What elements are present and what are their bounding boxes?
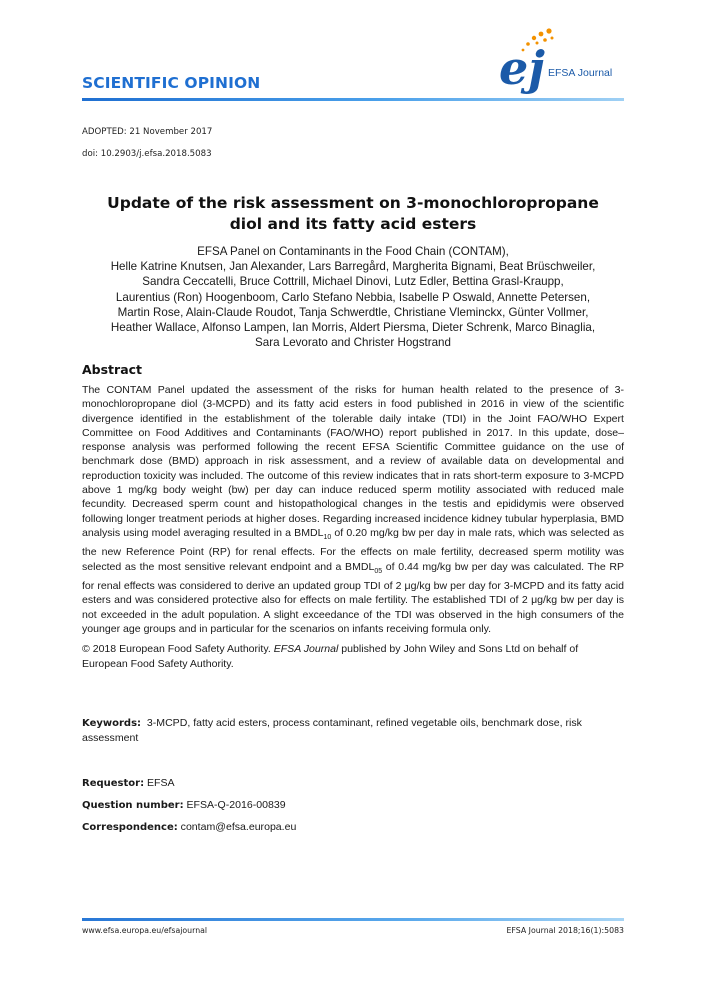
svg-text:ej: ej: [499, 41, 545, 95]
footer-divider: [82, 918, 624, 921]
header-divider: [82, 98, 624, 101]
correspondence-label: Correspondence:: [82, 822, 178, 833]
efsa-journal-logo-icon: [497, 28, 627, 96]
journal-logo-text: EFSA Journal: [548, 67, 613, 79]
author-line: Martin Rose, Alain-Claude Roudot, Tanja Schwerdtle, Christiane Vleminckx, Günter Vollmer,: [117, 305, 589, 319]
doi[interactable]: doi: 10.2903/j.efsa.2018.5083: [82, 149, 212, 159]
requestor: [82, 776, 624, 791]
author-line: Sandra Ceccatelli, Bruce Cottrill, Michael Dinovi, Lutz Edler, Bettina Grasl-Kraupp,: [142, 275, 564, 289]
author-line: Laurentius (Ron) Hoogenboom, Carlo Stefano Nebbia, Isabelle P Oswald, Annette Petersen,: [115, 290, 591, 304]
section-label: SCIENTIFIC OPINION: [82, 74, 261, 92]
efsa-journal-logo: [497, 28, 627, 96]
requestor-value: EFSA: [147, 777, 175, 789]
article-title: [82, 193, 624, 235]
author-line: EFSA Panel on Contaminants in the Food Chain (CONTAM),: [197, 245, 509, 258]
correspondence-email[interactable]: contam@efsa.europa.eu: [180, 821, 297, 833]
keywords-value: 3-MCPD, fatty acid esters, process contaminant, refined vegetable oils, benchmark dose, risk assessment: [82, 717, 582, 745]
requestor-label: Requestor:: [82, 778, 145, 789]
keywords-label: Keywords:: [82, 718, 142, 729]
copyright-notice: © 2018 European Food Safety Authority. EFSA Journal published by John Wiley and Sons Ltd on behalf of European Food Safety Authority.: [82, 643, 579, 670]
adopted-date: ADOPTED: 21 November 2017: [82, 127, 213, 137]
title-line-1: Update of the risk assessment on 3-monochloropropane: [107, 194, 599, 212]
abstract-heading: Abstract: [82, 362, 143, 377]
keywords: [82, 716, 624, 746]
author-line: Helle Katrine Knutsen, Jan Alexander, Lars Barregård, Margherita Bignami, Beat Brüschweiler,: [110, 260, 596, 274]
question-number: [82, 798, 624, 813]
author-line: Sara Levorato and Christer Hogstrand: [255, 336, 451, 350]
abstract-body: [82, 383, 624, 671]
footer-website-link[interactable]: www.efsa.europa.eu/efsajournal: [82, 926, 208, 935]
abstract-text: The CONTAM Panel updated the assessment of the risks for human health related to the presence of 3-monochloropropane diol (3-MCPD) and its fatty acid esters in food published in 2016 in view of the scientific divergence identified in the establishment of the tolerable daily intake (TDI) in the Joint FAO/WHO Expert Committee on Food Additives and Contaminants (FAO/WHO) report published in 2017. In this update, dose–response analysis was performed following the recent EFSA Scientific Committee guidance on the use of benchmark dose (BMD) approach in risk assessment, and a review of available data on developmental and reproduction toxicity was included. The outcome of this review indicates that in rats short-term exposure to 3-MCPD above 1 mg/kg body weight (bw) per day can induce reduced sperm motility associated with reduced male fecundity. Decreased sperm count and histopathological changes in the testis and epididymis were observed following longer treatment periods at higher doses. Regarding increased incidence kidney tubular hyperplasia, BMD analysis using model averaging resulted in a $BMDL_{10}$ of 0.20 mg/kg bw per day in male rats, which was selected as the new Reference Point (RP) for renal effects. For the effects on male fertility, decreased sperm motility was selected as the most sensitive relevant endpoint and a $BMDL_{05}$ of 0.44 mg/kg bw per day was calculated. The RP for renal effects was considered to derive an updated group TDI of 2 μg/kg bw per day for 3-MCPD and its fatty acid esters and was considered protective also for effects on male fertility. The established TDI of 2 μg/kg bw per day is not exceeded in the adult population. A slight exceedance of the TDI was observed in the high consumers of the younger age groups and in particular for the scenarios on infants receiving formula only.: [82, 384, 624, 635]
author-line: Heather Wallace, Alfonso Lampen, Ian Morris, Aldert Piersma, Dieter Schrenk, Marco Binaglia,: [110, 321, 596, 335]
correspondence: [82, 820, 624, 835]
question-number-value: EFSA-Q-2016-00839: [186, 799, 286, 811]
author-list: [82, 244, 624, 350]
footer-citation: EFSA Journal 2018;16(1):5083: [506, 926, 624, 935]
title-line-2: diol and its fatty acid esters: [229, 215, 477, 233]
question-number-label: Question number:: [82, 800, 184, 811]
